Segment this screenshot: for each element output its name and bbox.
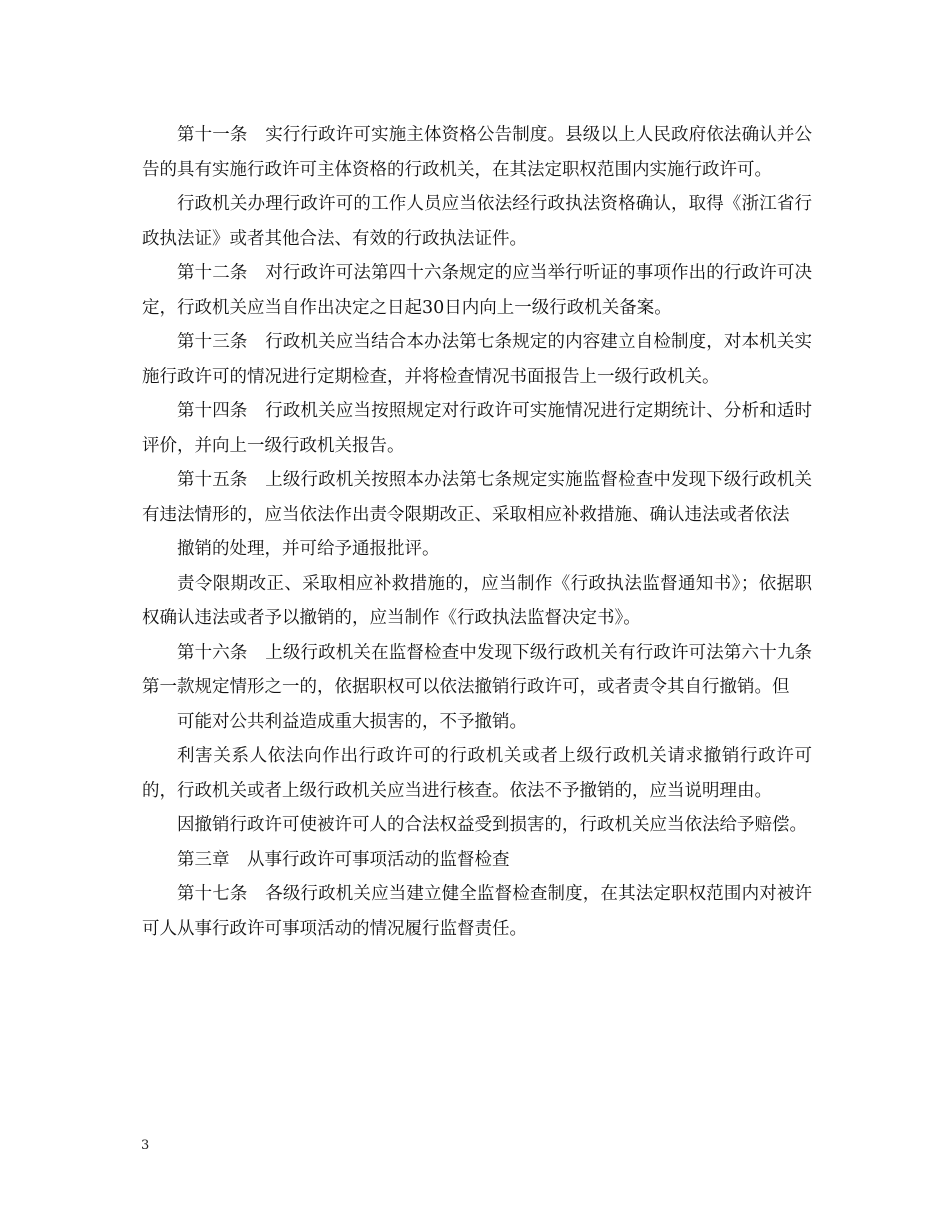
paragraph: 第十一条 实行行政许可实施主体资格公告制度。县级以上人民政府依法确认并公告的具有实施行政许可主体资格的行政机关，在其法定职权范围内实施行政许可。 bbox=[142, 125, 812, 180]
paragraph: 因撤销行政许可使被许可人的合法权益受到损害的，行政机关应当依法给予赔偿。 bbox=[177, 815, 807, 835]
page-number: 3 bbox=[141, 1138, 150, 1153]
paragraph: 行政机关办理行政许可的工作人员应当依法经行政执法资格确认，取得《浙江省行政执法证》或者其他合法、有效的行政执法证件。 bbox=[142, 194, 812, 249]
paragraph: 第十二条 对行政许可法第四十六条规定的应当举行听证的事项作出的行政许可决定，行政机关应当自作出决定之日起30日内向上一级行政机关备案。 bbox=[142, 263, 812, 318]
paragraph: 撤销的处理，并可给予通报批评。 bbox=[177, 539, 440, 559]
document-body bbox=[142, 118, 812, 946]
paragraph: 第三章 从事行政许可事项活动的监督检查 bbox=[177, 849, 510, 870]
paragraph: 第十五条 上级行政机关按照本办法第七条规定实施监督检查中发现下级行政机关有违法情形的，应当依法作出责令限期改正、采取相应补救措施、确认违法或者依法 bbox=[142, 470, 812, 525]
paragraph: 第十七条 各级行政机关应当建立健全监督检查制度，在其法定职权范围内对被许可人从事行政许可事项活动的情况履行监督责任。 bbox=[142, 884, 812, 939]
paragraph: 第十六条 上级行政机关在监督检查中发现下级行政机关有行政许可法第六十九条第一款规定情形之一的，依据职权可以依法撤销行政许可，或者责令其自行撤销。但 bbox=[142, 642, 812, 697]
paragraph: 责令限期改正、采取相应补救措施的，应当制作《行政执法监督通知书》；依据职权确认违法或者予以撤销的，应当制作《行政执法监督决定书》。 bbox=[142, 573, 812, 628]
paragraph: 利害关系人依法向作出行政许可的行政机关或者上级行政机关请求撤销行政许可的，行政机关或者上级行政机关应当进行核查。依法不予撤销的，应当说明理由。 bbox=[142, 746, 812, 801]
paragraph: 可能对公共利益造成重大损害的，不予撤销。 bbox=[177, 711, 527, 732]
paragraph: 第十三条 行政机关应当结合本办法第七条规定的内容建立自检制度，对本机关实施行政许可的情况进行定期检查，并将检查情况书面报告上一级行政机关。 bbox=[142, 332, 812, 387]
paragraph: 第十四条 行政机关应当按照规定对行政许可实施情况进行定期统计、分析和适时评价，并向上一级行政机关报告。 bbox=[142, 401, 812, 456]
